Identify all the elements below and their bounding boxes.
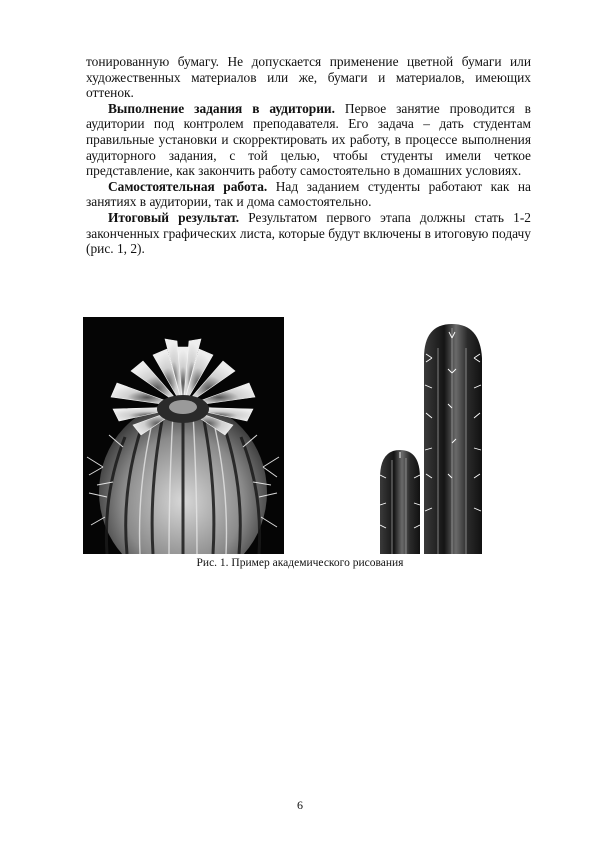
paragraph-1: [86, 54, 531, 101]
paragraph-3-lead: Самостоятельная работа.: [108, 178, 268, 194]
paragraph-2-lead: Выполнение задания в аудитории.: [108, 100, 335, 116]
paragraph-4: [86, 210, 531, 257]
cactus-flower-drawing: [83, 317, 284, 554]
paragraph-2: [86, 101, 531, 179]
cactus-columns-drawing: [372, 318, 522, 554]
paragraph-3-text: Над заданием студенты работают как на занятиях в аудитории, так и дома самостоятельно.: [86, 178, 531, 210]
paragraph-3: [86, 179, 531, 210]
paragraph-2-text: Первое занятие проводится в аудитории под контролем преподавателя. Его задача – дать студентам правильные установки и скорректировать их работу, в процессе выполнения аудиторного задания, с той целью, чтобы студенты имели четкое представление, как закончить работу самостоятельно в домашних условиях.: [86, 100, 531, 179]
paragraph-4-text: Результатом первого этапа должны стать 1-2 законченных графических листа, которые будут включены в итоговую подачу (рис. 1, 2).: [86, 209, 531, 257]
paragraph-4-lead: Итоговый результат.: [108, 209, 240, 225]
paragraph-1-text: тонированную бумагу. Не допускается применение цветной бумаги или художественных материалов или же, бумаги и материалов, имеющих оттенок.: [86, 54, 531, 101]
figure-caption: Рис. 1. Пример академического рисования: [196, 557, 404, 569]
body-text: [86, 54, 531, 257]
page-number: 6: [297, 798, 303, 812]
